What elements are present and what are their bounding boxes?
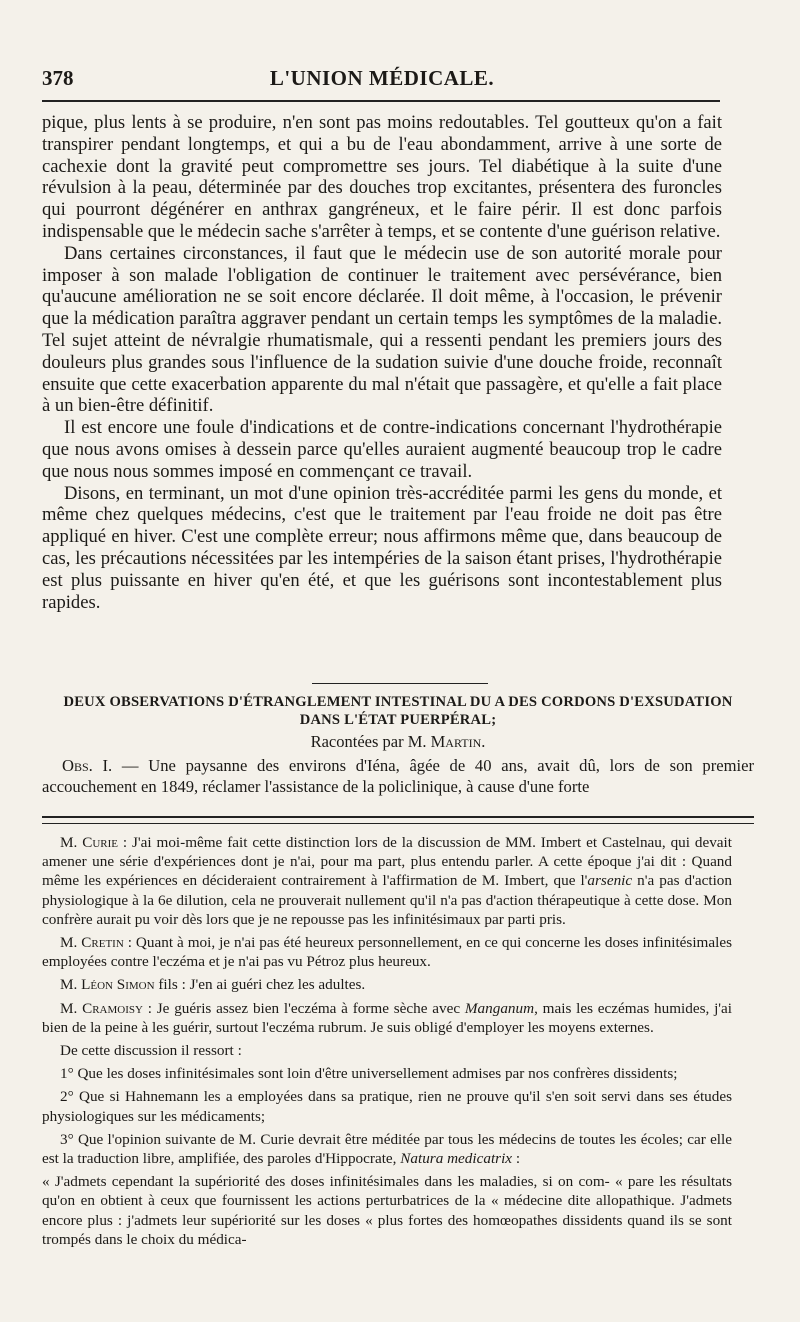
speaker-name: M. Curie [60,834,118,851]
page-number: 378 [42,66,74,90]
quotation: « J'admets cependant la supériorité des doses infinitésimales dans les maladies, si on com- « pare les résultats qu'on en obtient à ceux que fournissent les actions perturbatrices de la « médecine dite allopathique. J'admets encore plus : j'admets leur supériorité sur les doses « plus fortes des homœopathes dissidents quand ils se sont trompés dans le choix du médica- [42,1173,732,1248]
speaker-name: M. Cramoisy [60,999,143,1017]
conclusion-point [42,1130,732,1168]
feuilleton-rule [42,816,754,824]
note-paragraph [42,999,732,1037]
note-text: : Je guéris assez bien l'eczéma à forme sèche avec [142,999,465,1017]
article [42,693,754,797]
paragraph: Dans certaines circonstances, il faut que le médecin use de son autorité morale pour imposer à son malade l'obligation de continuer le traitement avec persévérance, bien qu'aucune amélioration ne se soit encore déclarée. Il doit même, à l'occasion, le prévenir que la médication paraîtra aggraver pendant un certain temps les symptômes de la maladie. Tel sujet atteint de névralgie rhumatismale, qui a ressenti pendant les premiers jours des douleurs plus grandes sous l'influence de la sudation suivie d'une douche froide, reconnaît ensuite que cette exacerbation apparente du mal n'était que passagère, et qu'elle a fait place à un bien-être définitif. [42,242,722,417]
paragraph: pique, plus lents à se produire, n'en sont pas moins redoutables. Tel goutteux qu'on a fait transpirer pendant longtemps, et qui a bu de l'eau abondamment, arrive à une sorte de cachexie dont la gravité peut compromettre ses jours. Tel diabétique à la suite d'une révulsion à la peau, déterminée par des douches trop excitantes, présentera des furoncles qui pourront dégénérer en anthrax gangréneux, et le faire périr. Il est donc parfois indispensable que le médecin sache s'arrêter à temps, et se contente d'une guérison relative. [42,112,722,242]
note-paragraph [42,833,732,929]
conclusion-point: 1° Que les doses infinitésimales sont loin d'être universellement admises par nos confrères dissidents; [60,1065,678,1083]
article-title-line: DEUX OBSERVATIONS D'ÉTRANGLEMENT INTESTINAL DU A DES CORDONS D'EXSUDATION [63,694,733,710]
section-separator [312,683,488,684]
byline [42,731,754,753]
note-text: fils : J'en ai guéri chez les adultes. [154,976,366,994]
note-text: , mais les eczémas humides, j'ai bien de la peine à les guérir, surtout l'eczéma rubrum. Je suis obligé d'employer les moyens externes. [42,999,732,1036]
note-italic: Natura medicatrix [400,1150,513,1168]
note-paragraph: De cette discussion il ressort : [60,1042,242,1060]
discussion-notes [42,833,732,1253]
observation-label: Obs. I. [62,756,113,775]
note-italic: arsenic [587,872,633,890]
article-title-line: DANS L'ÉTAT PUERPÉRAL; [299,712,497,728]
note-text: : Quant à moi, je n'ai pas été heureux personnellement, en ce qui concerne les doses infinitésimales employées contre l'eczéma et je n'ai pas vu Pétroz plus heureux. [42,934,732,971]
conclusion-point: 2° Que si Hahnemann les a employées dans sa pratique, rien ne prouve qu'il s'en soit servi dans ses études physiologiques sur les médicaments; [42,1088,732,1125]
speaker-name: M. Léon Simon [60,976,155,994]
byline-suffix: . [481,732,486,751]
note-text: : J'ai moi-même fait cette distinction lors de la discussion de MM. Imbert et Castelnau, qui devait amener une série d'expériences dont je n'ai, pour ma part, plus entendu parler. A cette époque j'ai dit : Quand même les expériences en décideraient contrairement à l'affirmation de M. Imbert, que l' [42,834,732,890]
note-text: n'a pas d'action physiologique à la 6e dilution, cela ne prouverait nullement qu'il n'a pas d'action thérapeutique à cette dose. Mon confrère aurait pu voir dès lors que je ne repousse pas les infinitésimaux par parti pris. [42,872,732,928]
article-title [42,693,754,729]
paragraph: Il est encore une foule d'indications et de contre-indications concernant l'hydrothérapie que nous avons omises à dessein parce qu'elles auraient augmenté beaucoup trop le cadre que nous nous sommes imposé en commençant ce travail. [42,417,722,482]
note-paragraph [42,975,732,994]
observation-paragraph [42,755,754,797]
paragraph: Disons, en terminant, un mot d'une opinion très-accréditée parmi les gens du monde, et même chez quelques médecins, c'est que le traitement par l'eau froide ne doit pas être appliqué en hiver. C'est une complète erreur; nous affirmons même que, dans beaucoup de cas, les précautions nécessitées par les intempéries de la saison étant prises, l'hydrothérapie est plus puissante en hiver qu'en été, et que les guérisons sont incontestablement plus rapides. [42,482,722,613]
header-rule [42,100,720,102]
page-header [42,60,722,96]
author-name: Martin [430,732,482,751]
observation-text: — Une paysanne des environs d'Iéna, âgée de 40 ans, avait dû, lors de son premier accouchement en 1849, réclamer l'assistance de la policlinique, à cause d'une forte [42,756,754,796]
byline-prefix: Racontées par M. [310,732,431,751]
note-text: : [512,1150,521,1168]
running-title: L'UNION MÉDICALE. [269,66,495,90]
note-text: 3° Que l'opinion suivante de M. Curie devrait être méditée par tous les médecins de toutes les écoles; car elle est la traduction libre, amplifiée, des paroles d'Hippocrate, [42,1130,732,1168]
main-text [42,112,722,613]
note-paragraph [42,933,732,971]
speaker-name: M. Cretin [60,934,124,952]
note-italic: Manganum [464,999,535,1017]
